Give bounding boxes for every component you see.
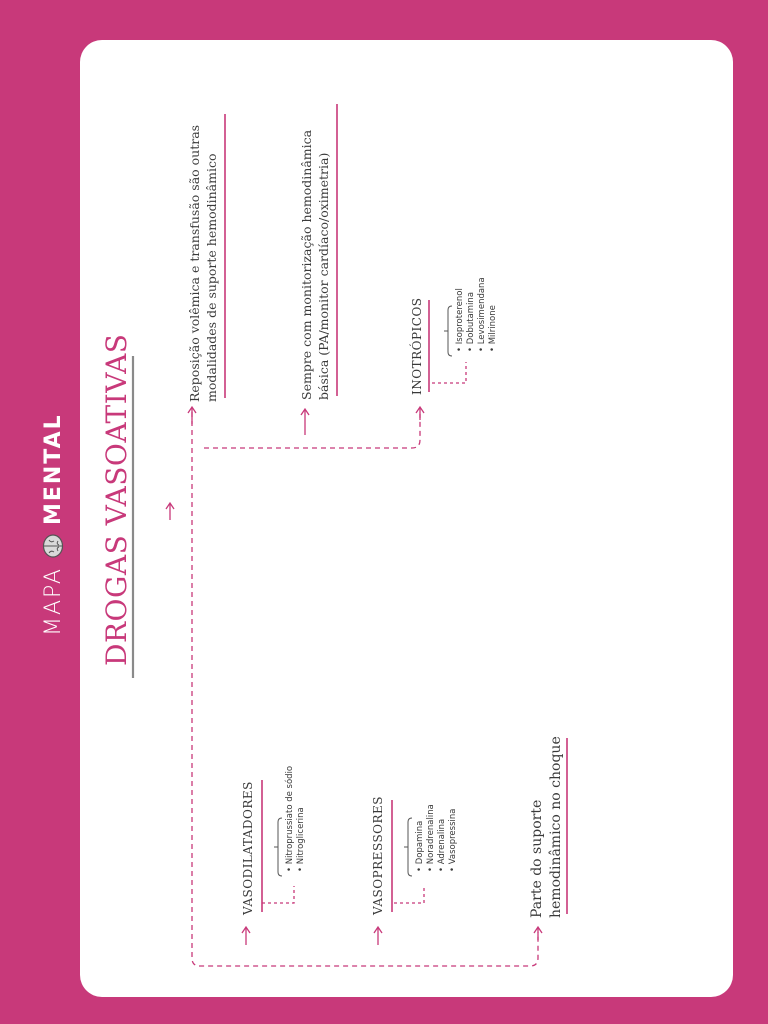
heading-inotropicos: INOTRÓPICOS [410,297,424,395]
list-item: • Vasopressina [448,804,459,872]
arrow-icon [534,927,542,940]
arrow-icon [374,927,382,945]
list-item: • Dopamina [415,804,426,872]
list-item: • Nitroglicerina [296,766,307,872]
list-item: • Noradrenalina [426,804,437,872]
note-reposicao-line1: Reposição volêmica e transfusão são outras [187,124,202,402]
heading-vasopressores: VASOPRESSORES [371,795,385,915]
list-item: • Isoproterenol [455,277,466,352]
arrow-icon [242,927,250,945]
note-monitorizacao-line1: Sempre com monitorização hemodinâmica [299,129,314,400]
note-parte-line2: hemodinâmico no choque [548,736,564,918]
connector-inotropicos [432,362,466,383]
heading-vasodilatadores: VASODILATADORES [241,781,255,915]
connector-vasopressores [394,888,424,903]
note-parte-line1: Parte do suporte [529,799,545,918]
bracket-inotropicos [444,306,452,356]
bracket-vasodilatadores [274,818,282,876]
note-reposicao-line2: modalidades de suporte hemodinâmico [204,153,219,402]
brand-light: MAPA [40,567,66,636]
list-item: • Nitroprussiato de sódio [285,766,296,872]
arrow-icon [416,407,424,420]
connector-trunk [192,412,538,966]
list-item: • Levosimendana [477,277,488,352]
note-monitorizacao-line2: básica (PA/monitor cardíaco/oximetria) [316,152,331,400]
arrow-icon [301,409,309,435]
brand-bold: MENTAL [40,413,66,526]
connector-branch-top [204,414,420,448]
bracket-vasopressores [404,818,412,876]
list-item: • Dobutamina [466,277,477,352]
connector-vasodilatadores [262,886,294,903]
arrow-icon [166,503,174,520]
arrow-icon [188,407,196,424]
list-item: • Milrinone [488,277,499,352]
main-title: DROGAS VASOATIVAS [100,333,133,666]
list-item: • Adrenalina [437,804,448,872]
